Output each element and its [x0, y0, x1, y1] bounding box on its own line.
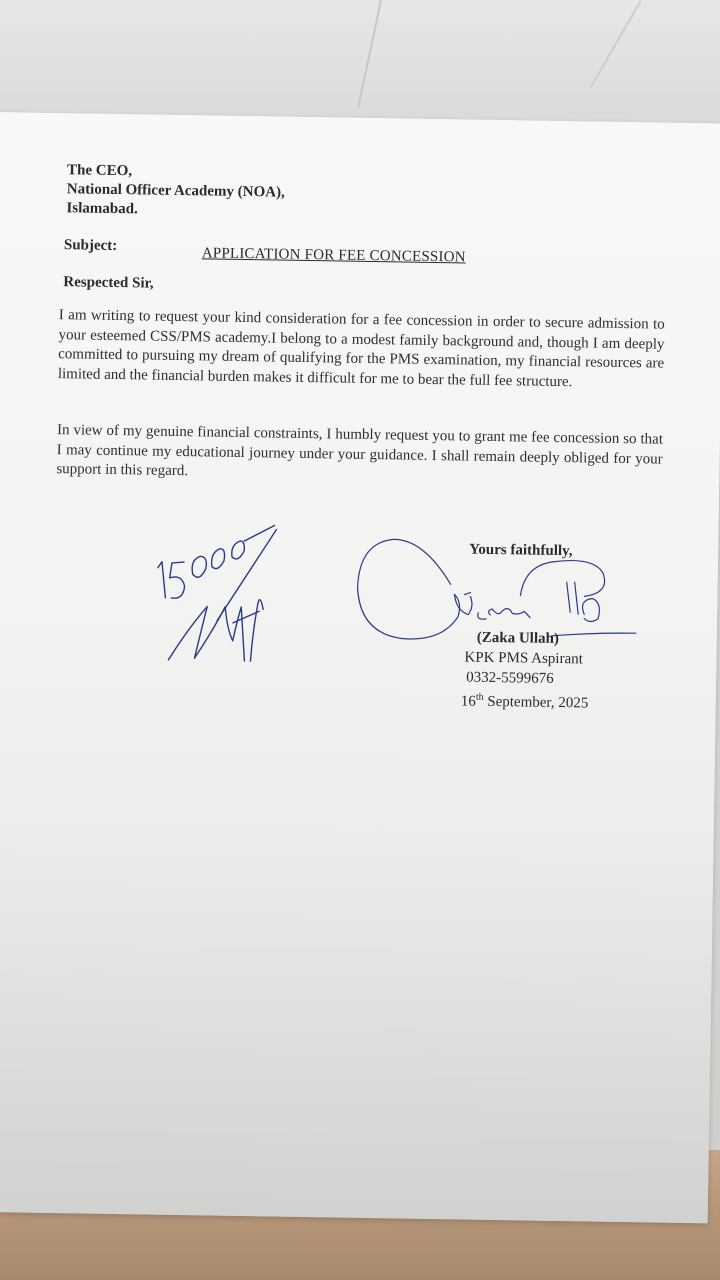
- date-suffix: th: [475, 691, 484, 703]
- date-month-year: September, 2025: [483, 693, 589, 712]
- recipient-line-2: National Officer Academy (NOA),: [66, 181, 285, 201]
- paper-shadow: [0, 812, 714, 1223]
- letter-date: [461, 687, 589, 713]
- body-paragraph-2: In view of my genuine financial constraints, I humbly request you to grant me fee concession so that I may continue my educational journey under your guidance. I shall remain deeply obliged for your support in this regard.: [56, 422, 664, 480]
- date-day: 16: [460, 693, 476, 710]
- letter-page: [0, 112, 720, 1223]
- sender-phone: 0332-5599676: [466, 669, 554, 687]
- closing-phrase: Yours faithfully,: [469, 541, 573, 560]
- recipient-address: [66, 161, 285, 221]
- handwritten-approval-signature: [146, 510, 298, 672]
- recipient-line-3: Islamabad.: [66, 200, 138, 218]
- recipient-line-1: The CEO,: [66, 162, 133, 180]
- salutation: Respected Sir,: [63, 274, 154, 292]
- subject-text: APPLICATION FOR FEE CONCESSION: [201, 245, 466, 266]
- sender-name: (Zaka Ullah): [476, 629, 560, 647]
- sender-title: KPK PMS Aspirant: [464, 649, 583, 668]
- body-paragraph-1: I am writing to request your kind consideration for a fee concession in order to secure admission to your esteemed CSS/PMS academy.I belong to a modest family background and, though I am deeply committed to pursuing my dream of qualifying for the PMS examination, my financial resources are limited and the financial burden makes it difficult for me to bear the full fee structure.: [57, 307, 665, 390]
- subject-label: Subject:: [63, 237, 118, 255]
